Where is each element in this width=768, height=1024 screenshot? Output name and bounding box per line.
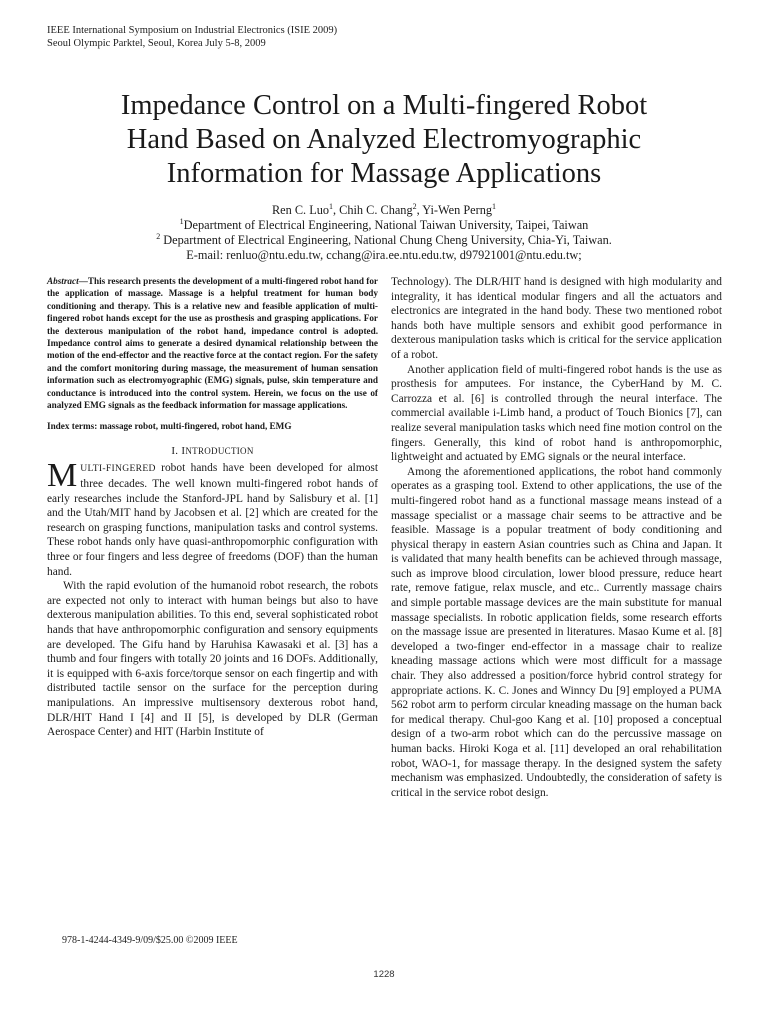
page-number: 1228 — [373, 969, 395, 980]
right-column — [391, 275, 722, 800]
index-terms: Index terms: massage robot, multi-fingered, robot hand, EMG — [47, 421, 292, 432]
intro-paragraph-1: MULTI-FINGERED robot hands have been developed for almost three decades. The well known multi-fingered robot hands of early researches include the Stanford-JPL hand by Salisbury et al. [1] and the Utah/MIT hand by Jacobsen et al. [2] which are created for the research on grasping functions, manipulation tasks and control systems. These robot hands only have quasi-anthropomorphic configuration with three or four fingers and less degree of freedoms (DOF) than the human hand. — [47, 457, 378, 578]
intro-lead-caps: ULTI-FINGERED — [80, 463, 156, 475]
copyright-notice: 978-1-4244-4349-9/09/$25.00 ©2009 IEEE — [62, 935, 238, 946]
title-line-2: Hand Based on Analyzed Electromyographic — [126, 124, 642, 155]
right-paragraph-2: Another application field of multi-fingered robot hands is the use as prosthesis for amputees. For instance, the CyberHand by M. C. Carrozza et al. [6] is controlled through the neural interface. The commercial available i-Limb hand, a product of Touch Bionics [7], can realize several manipulation tasks which need fine motion control on the fingers. Generally, this kind of robot hand is anthropomorphic, lightweight and actuated by EMG signals or the neural interface. — [391, 363, 722, 464]
affiliation-2: $^2$ Department of Electrical Engineering, National Chung Cheng University, Chia-Yi, Taiwan. — [156, 232, 612, 247]
author-names — [0, 203, 768, 218]
right-paragraph-3: Among the aforementioned applications, the robot hand commonly operates as a grasping tool. Extend to other applications, the use of the multi-fingered robot hand as a functional massage means instead of a massage specialist or a massage chair seems to be attractive and be feasible. Massage is a popular treatment of body conditioning and physical therapy in eastern Asian countries such as China and Japan. It is validated that many health benefits can be achieved through massage, such as improve blood circulation, lower blood pressure, reduce heart rate, remove fatigue, relax muscle, and etc.. Currently massage chairs and simple portable massage devices are the main substitute for manual massage specialists. In robotic application fields, some research efforts on the massage issue are presented in literatures. Masao Kume et al. [8] developed a two-finger end-effector in a massage chair to realize kneading massage actions which were most difficult for a massage chair. They also addressed a position/force hybrid control strategy for appropriate actions. K. C. Jones and Winncy Du [9] employed a PUMA 562 robot arm to perform circular kneading massage on the human back for medical therapy. Chul-goo Kang et al. [10] proposed a conceptual design of a two-arm robot which can do the percussive massage on human backs. Hiroki Koga et al. [11] developed an oral rehabilitation robot, WAO-1, for massage therapy. In the designed system the safety mechanism was emphasized. Undoubtedly, the consideration of safety is critical in the service robot design. — [391, 465, 722, 799]
conference-header — [47, 24, 337, 50]
author-emails: E-mail: renluo@ntu.edu.tw, cchang@ira.ee.ntu.edu.tw, d97921001@ntu.edu.tw; — [186, 248, 582, 262]
drop-cap: M — [47, 457, 78, 495]
title-line-3: Information for Massage Applications — [166, 158, 602, 189]
affiliation-1: $^1$Department of Electrical Engineering, National Taiwan University, Taipei, Taiwan — [179, 217, 589, 232]
abstract-label: Abstract — [47, 276, 79, 286]
left-column — [47, 275, 378, 740]
author-2: , Chih C. Chang — [333, 203, 413, 217]
abstract-text: —This research presents the development of a multi-fingered robot hand for the application of massage. Massage is a helpful treatment for human body conditioning and therapy. This is a relative new and feasible application of multi-fingered robot hands except for the use as prosthesis and grasping applications. For the dexterous manipulation of the robot hand, impedance control is adopted. Impedance control aims to generate a desired dynamical relationship between the motion of the end-effector and the reactive force at the contact region. For the safety and the comfort monitoring during massage, the measurement of human sensation information such as electromyographic (EMG) signals, pulse, skin temperature and conductance is introduced into the control system. Herein, we focus on the use of analyzed EMG signals as the feedback information for massage applications. — [47, 276, 378, 411]
author-block — [0, 203, 768, 263]
conference-name: IEEE International Symposium on Industrial Electronics (ISIE 2009) — [47, 25, 338, 36]
author-1-affiliation-mark: 1 — [329, 202, 334, 211]
author-2-affiliation-mark: 2 — [412, 202, 417, 211]
paper-title — [0, 89, 768, 191]
author-3-affiliation-mark: 1 — [492, 202, 497, 211]
intro-paragraph-2: With the rapid evolution of the humanoid robot research, the robots are expected not only to interact with human beings but also to have dexterous manipulation abilities. To this end, several sophisticated robot hands that have anthropomorphic configuration and sensory equipments are developed. The Gifu hand by Haruhisa Kawasaki et al. [3] has a thumb and four fingers with totally 20 joints and 16 DOFs. Additionally, it is equipped with 6-axis force/torque sensor on each fingertip and with distributed tactile sensor on the surface for the perception during manipulations. An impressive multisensory dexterous robot hand, DLR/HIT Hand I [4] and II [5], is developed by DLR (German Aerospace Center) and HIT (Harbin Institute of — [47, 580, 378, 739]
author-3: , Yi-Wen Perng — [416, 203, 493, 217]
conference-location: Seoul Olympic Parktel, Seoul, Korea July 5-8, 2009 — [47, 38, 266, 49]
abstract — [47, 275, 378, 411]
author-1: Ren C. Luo — [271, 203, 330, 217]
section-heading-introduction: I. INTRODUCTION — [171, 445, 254, 458]
right-paragraph-1: Technology). The DLR/HIT hand is designed with high modularity and integrality, it has identical modular fingers and all the actuators and electronics are integrated in the hand body. These two mentioned robot hands both have multiple sensors and exhibit good performance in dexterous manipulation tasks which is critical for the service application of a robot. — [391, 276, 722, 361]
title-line-1: Impedance Control on a Multi-fingered Robot — [120, 90, 648, 121]
